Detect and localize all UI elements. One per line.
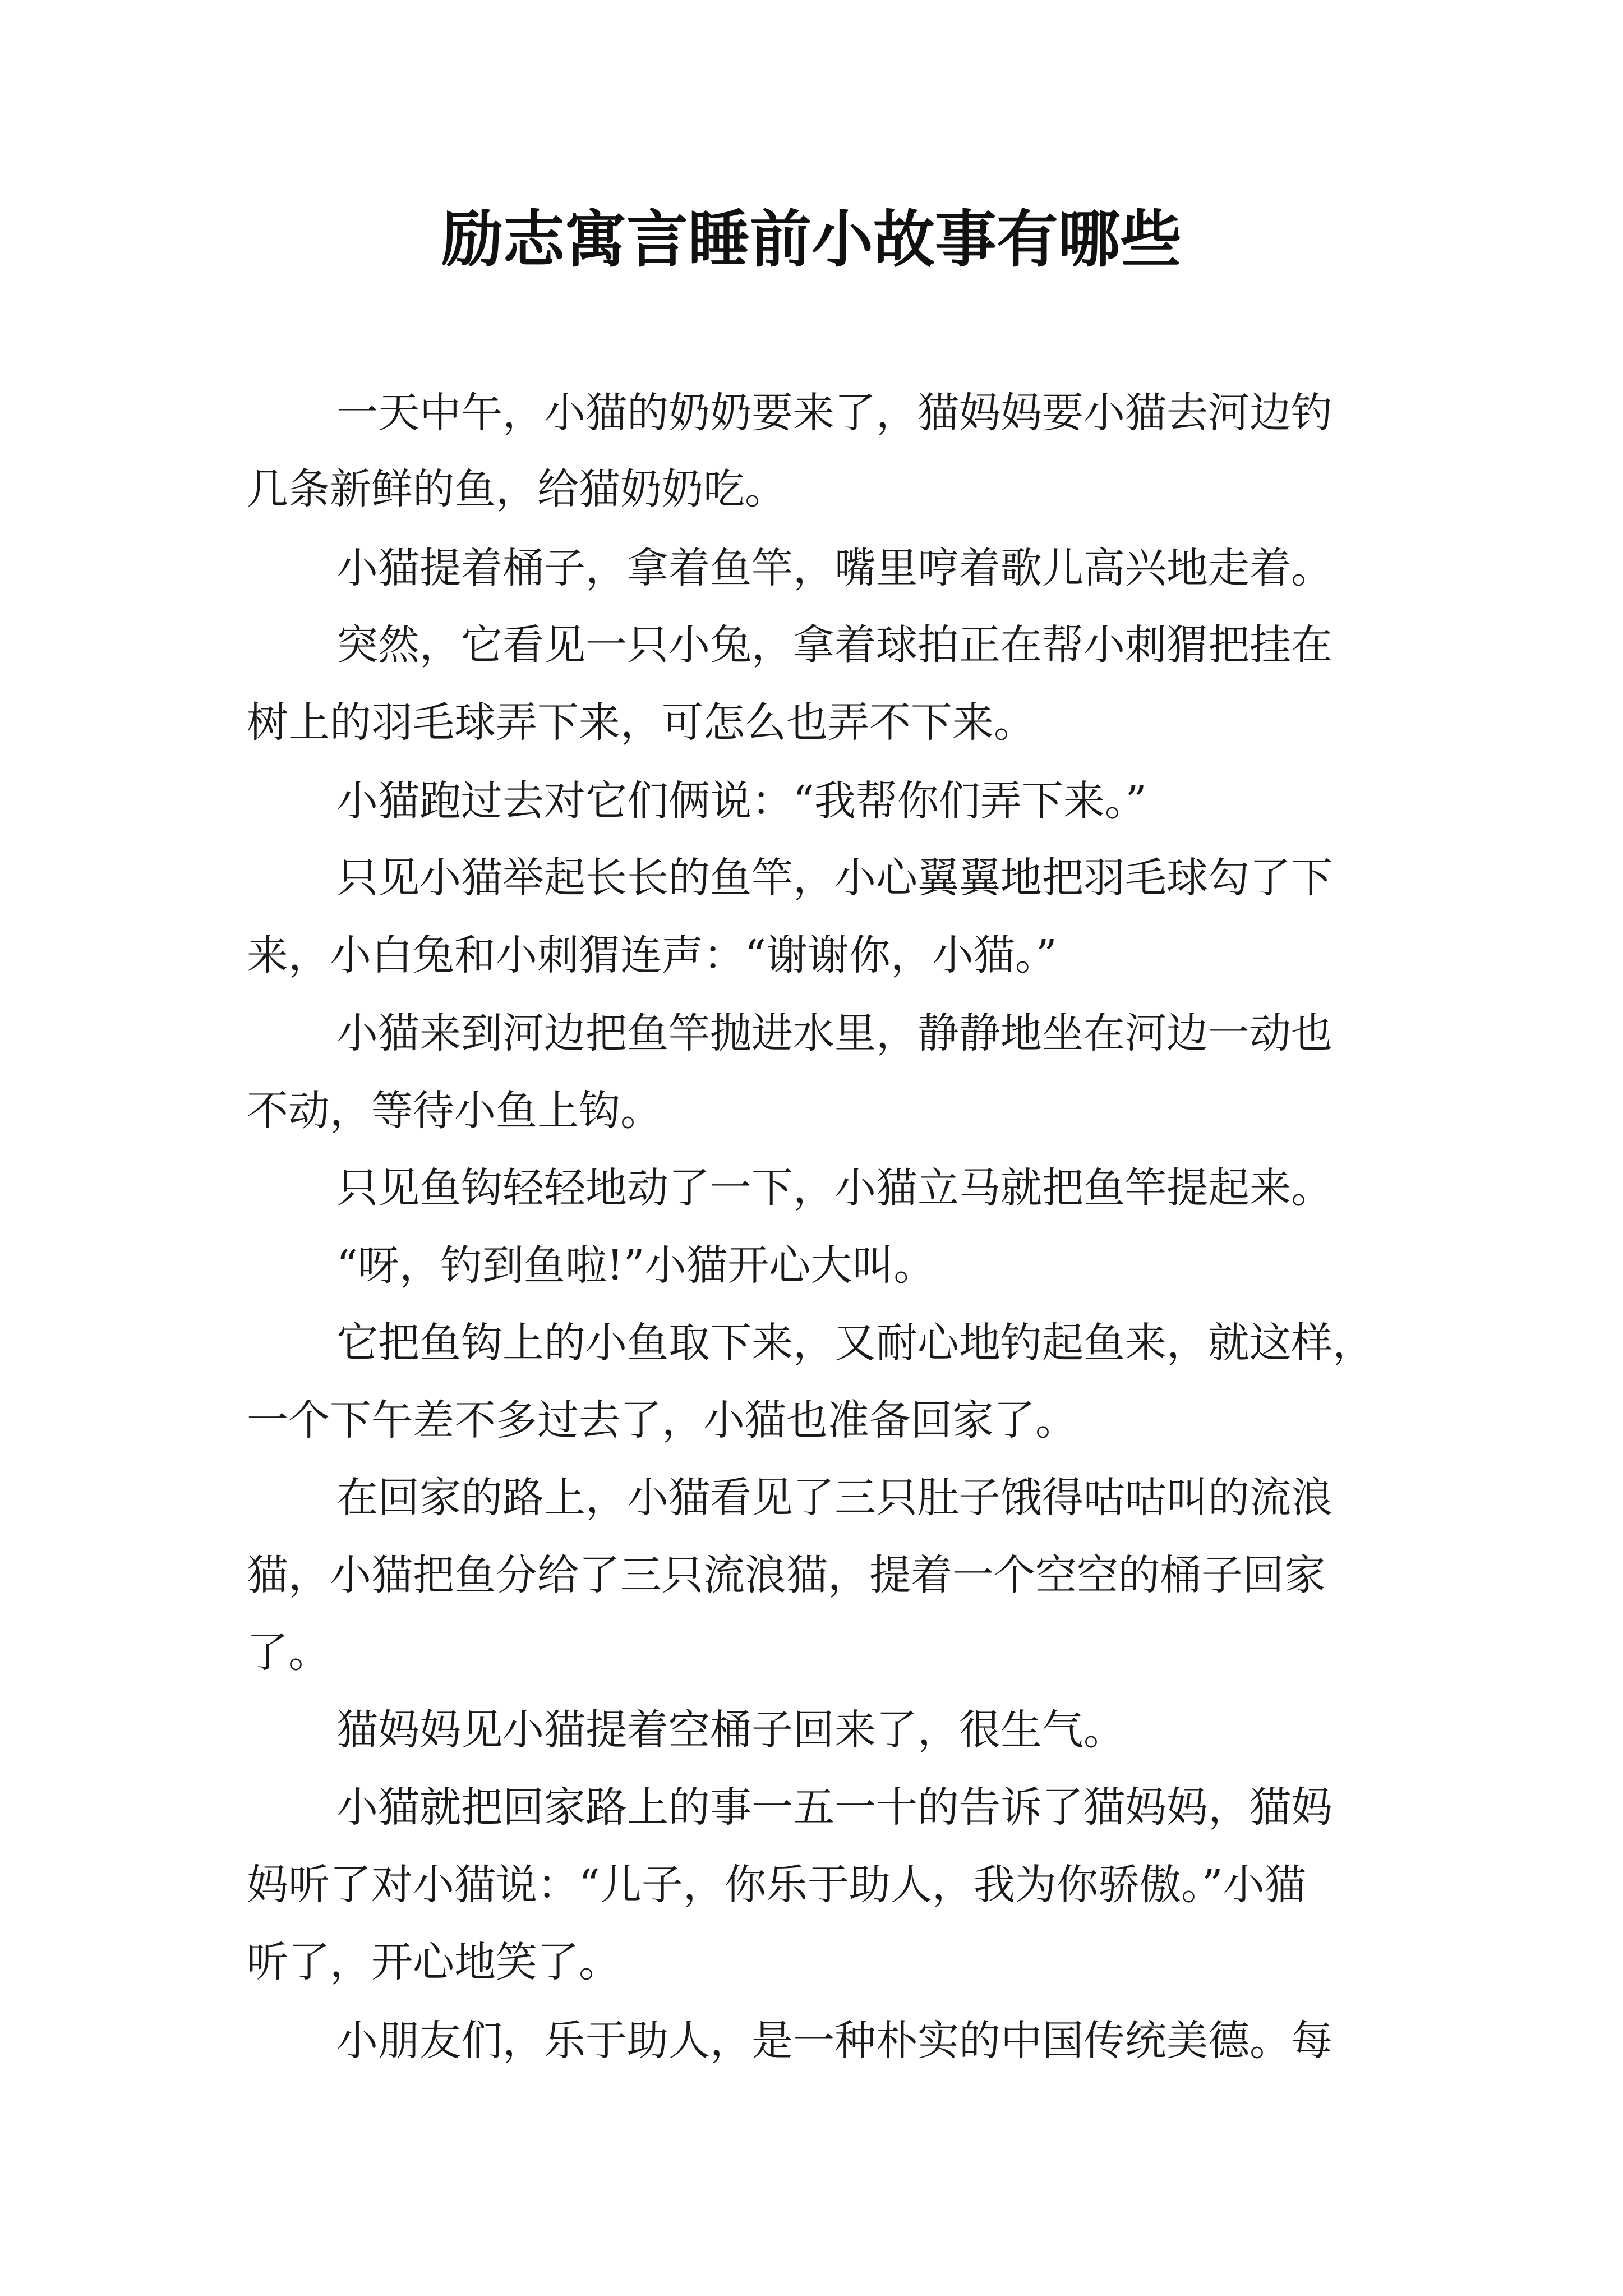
paragraph-line: 树上的羽毛球弄下来，可怎么也弄不下来。	[247, 698, 1035, 747]
paragraph-line: 在回家的路上，小猫看见了三只肚子饿得咕咕叫的流浪	[336, 1474, 1332, 1522]
paragraph-line: 只见鱼钩轻轻地动了一下，小猫立马就把鱼竿提起来。	[336, 1164, 1332, 1212]
paragraph-line: 一个下午差不多过去了，小猫也准备回家了。	[247, 1396, 1077, 1444]
paragraph-line: 猫，小猫把鱼分给了三只流浪猫，提着一个空空的桶子回家	[247, 1551, 1326, 1599]
paragraph-line: 一天中午，小猫的奶奶要来了，猫妈妈要小猫去河边钓	[336, 389, 1332, 437]
paragraph-line: 不动，等待小鱼上钩。	[247, 1087, 662, 1135]
paragraph-line: 小猫跑过去对它们俩说：“我帮你们弄下来。”	[336, 777, 1147, 825]
paragraph-line: 小猫提着桶子，拿着鱼竿，嘴里哼着歌儿高兴地走着。	[336, 544, 1332, 592]
paragraph-line: 只见小猫举起长长的鱼竿，小心翼翼地把羽毛球勾了下	[336, 854, 1332, 902]
paragraph-line: 听了，开心地笑了。	[247, 1938, 620, 1986]
paragraph-line: 猫妈妈见小猫提着空桶子回来了，很生气。	[336, 1706, 1125, 1754]
paragraph-line: “呀，钓到鱼啦!”小猫开心大叫。	[336, 1241, 935, 1290]
paragraph-line: 小朋友们，乐于助人，是一种朴实的中国传统美德。每	[336, 2017, 1332, 2065]
paragraph-line: 小猫就把回家路上的事一五一十的告诉了猫妈妈，猫妈	[336, 1783, 1332, 1832]
paragraph-line: 突然，它看见一只小兔，拿着球拍正在帮小刺猬把挂在	[336, 621, 1332, 669]
document-title: 励志寓言睡前小故事有哪些	[441, 203, 1182, 275]
paragraph-line: 小猫来到河边把鱼竿抛进水里，静静地坐在河边一动也	[336, 1009, 1332, 1057]
paragraph-line: 几条新鲜的鱼，给猫奶奶吃。	[247, 465, 786, 513]
paragraph-line: 了。	[247, 1628, 330, 1677]
paragraph-line: 妈听了对小猫说：“儿子，你乐于助人，我为你骄傲。”小猫	[247, 1861, 1306, 1909]
paragraph-line: 它把鱼钩上的小鱼取下来，又耐心地钓起鱼来，就这样，	[336, 1319, 1374, 1367]
paragraph-line: 来，小白兔和小刺猬连声：“谢谢你，小猫。”	[247, 931, 1057, 979]
